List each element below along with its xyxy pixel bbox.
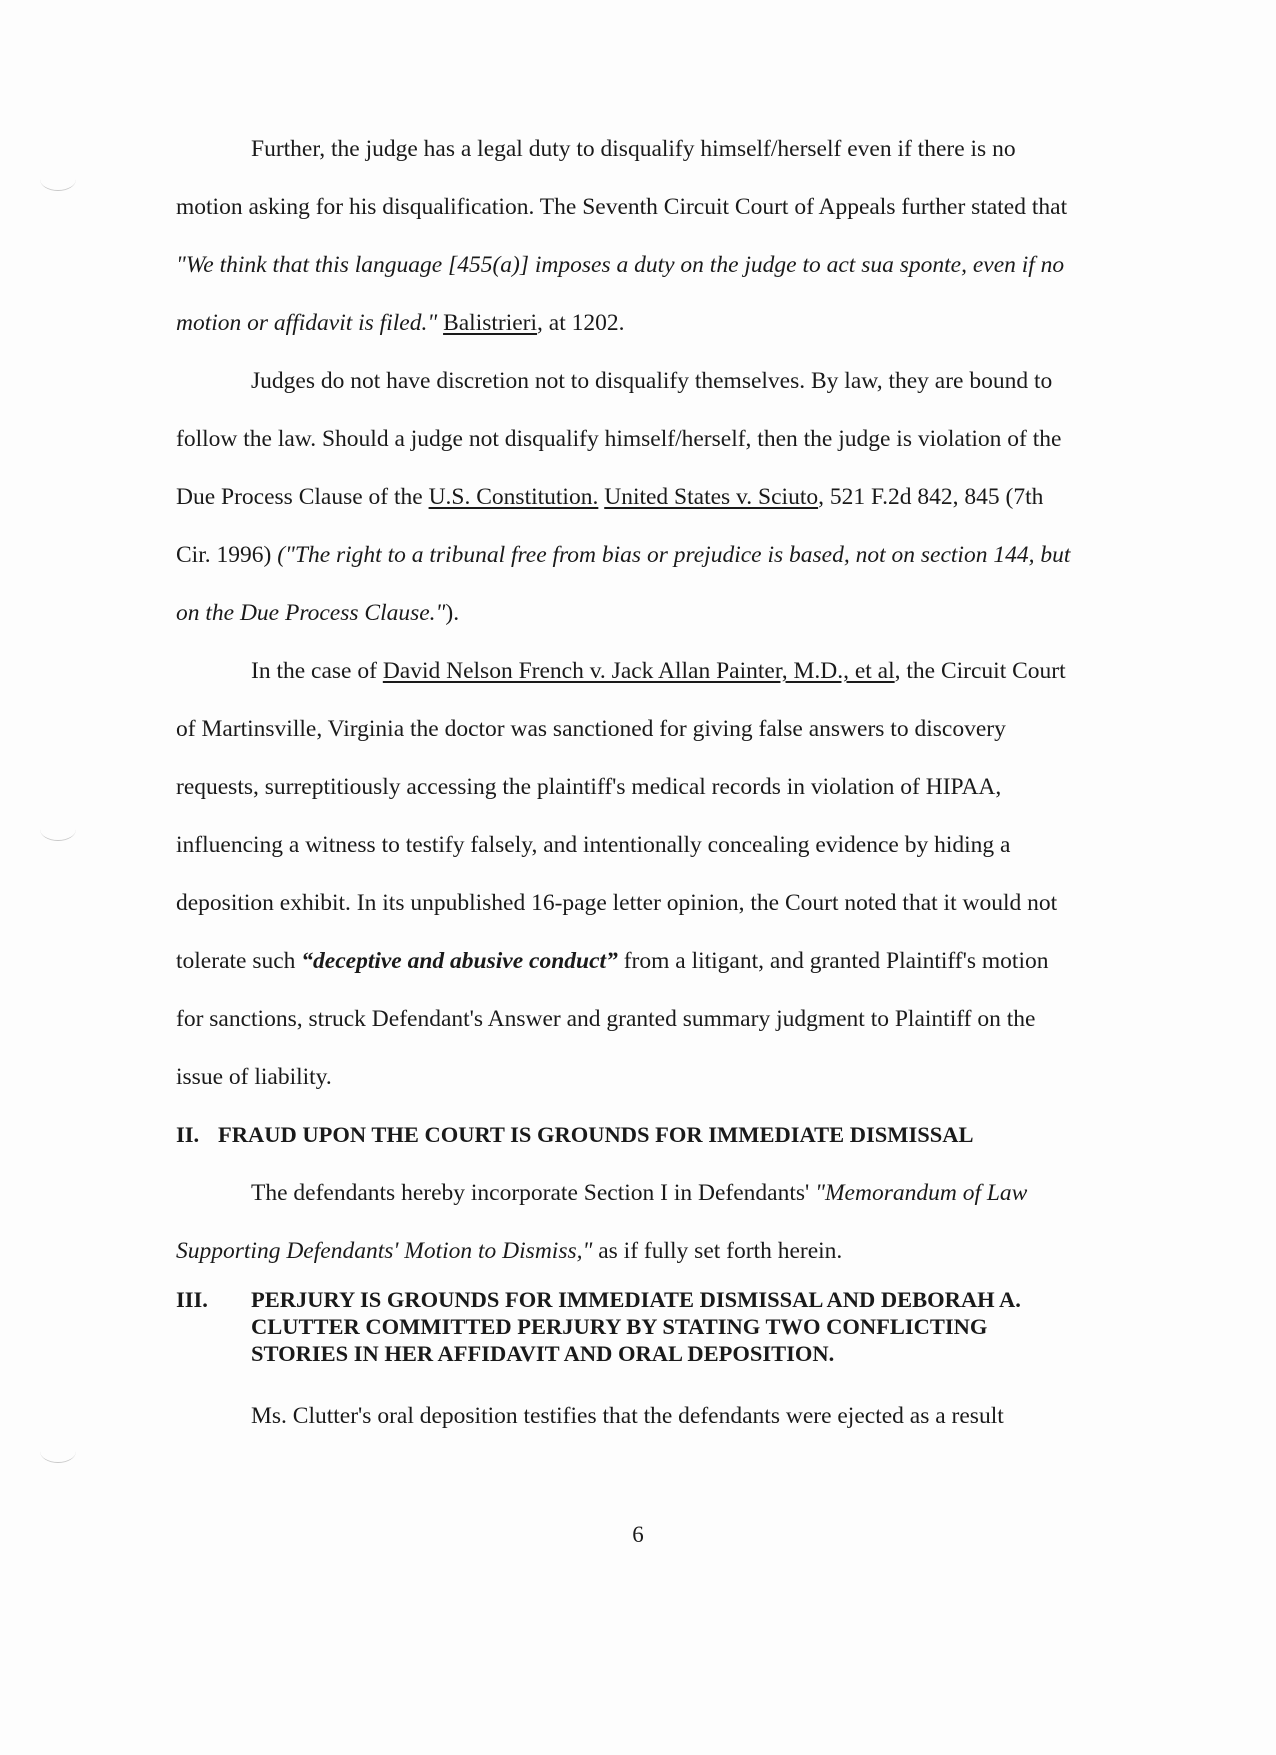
paragraph-text: Judges do not have discretion not to disqualify themselves. By law, they are bound to follow the law. Should a judge not disqualify himself/herself, then the judge is violation of the Due Process Clause of the xyxy=(176,368,1062,510)
section-title: FRAUD UPON THE COURT IS GROUNDS FOR IMMEDIATE DISMISSAL xyxy=(218,1122,974,1147)
page-number: 6 xyxy=(632,1522,644,1547)
paragraph-text: as if fully set forth herein. xyxy=(592,1238,843,1264)
quotation: "We think that this language [455(a)] imposes a duty on the judge to act sua sponte, even if no motion or affidavit is filed." xyxy=(176,252,1065,336)
paragraph-french-case xyxy=(176,642,1081,1106)
case-citation: David Nelson French v. Jack Allan Painter, M.D., et al xyxy=(382,658,895,684)
paragraph-clutter xyxy=(176,1387,1081,1445)
paragraph-text: , at 1202. xyxy=(537,310,625,336)
punch-hole-mark xyxy=(40,818,76,841)
paragraph-text: from a litigant, and granted Plaintiff's motion for sanctions, struck Defendant's Answer and granted summary judgment to Plaintiff on the issue of liability. xyxy=(176,948,1049,1090)
paragraph-text: The defendants hereby incorporate Section I in Defendants' xyxy=(251,1180,816,1206)
citation-text: , 521 F.2d 842, 845 (7th Cir. 1996) xyxy=(176,484,1044,568)
paragraph-text: , the Circuit Court of Martinsville, Virginia the doctor was sanctioned for giving false answers to discovery requests, surreptitiously accessing the plaintiff's medical records in violation of HIPAA, influencing a witness to testify falsely, and intentionally concealing evidence by hiding a deposition exhibit. In its unpublished 16-page letter opinion, the Court noted that it would not tolerate such xyxy=(176,658,1066,974)
spacer xyxy=(176,1367,1081,1387)
paragraph-text: In the case of xyxy=(251,658,383,684)
constitution-reference: U.S. Constitution. xyxy=(428,484,599,510)
quotation: ("The right to a tribunal free from bias or prejudice is based, not on section 144, but on the Due Process Clause." xyxy=(176,542,1071,626)
punch-hole-mark xyxy=(40,1440,76,1463)
case-citation: United States v. Sciuto xyxy=(604,484,819,510)
paragraph-text: Further, the judge has a legal duty to disqualify himself/herself even if there is no motion asking for his disqualification. The Seventh Circuit Court of Appeals further stated that xyxy=(176,136,1068,220)
case-citation: Balistrieri xyxy=(443,310,538,336)
paragraph-due-process xyxy=(176,352,1081,642)
quotation: “deceptive and abusive conduct” xyxy=(301,948,618,974)
quotation: "Memorandum of Law Supporting Defendants' Motion to Dismiss," xyxy=(176,1180,1028,1264)
section-heading-fraud xyxy=(176,1106,1081,1164)
paragraph-text: Ms. Clutter's oral deposition testifies that the defendants were ejected as a result xyxy=(251,1403,1004,1429)
document-body xyxy=(176,120,1081,1445)
section-number: II. xyxy=(176,1122,200,1147)
section-number: III. xyxy=(176,1287,208,1312)
section-title: PERJURY IS GROUNDS FOR IMMEDIATE DISMISSAL AND DEBORAH A. CLUTTER COMMITTED PERJURY BY STATING TWO CONFLICTING STORIES IN HER AFFIDAVIT AND ORAL DEPOSITION. xyxy=(251,1287,1021,1366)
punch-hole-mark xyxy=(40,168,76,191)
paragraph-judge-duty xyxy=(176,120,1081,352)
section-heading-perjury xyxy=(176,1286,1081,1367)
paragraph-incorporate xyxy=(176,1164,1081,1280)
paragraph-text: ). xyxy=(445,600,460,626)
